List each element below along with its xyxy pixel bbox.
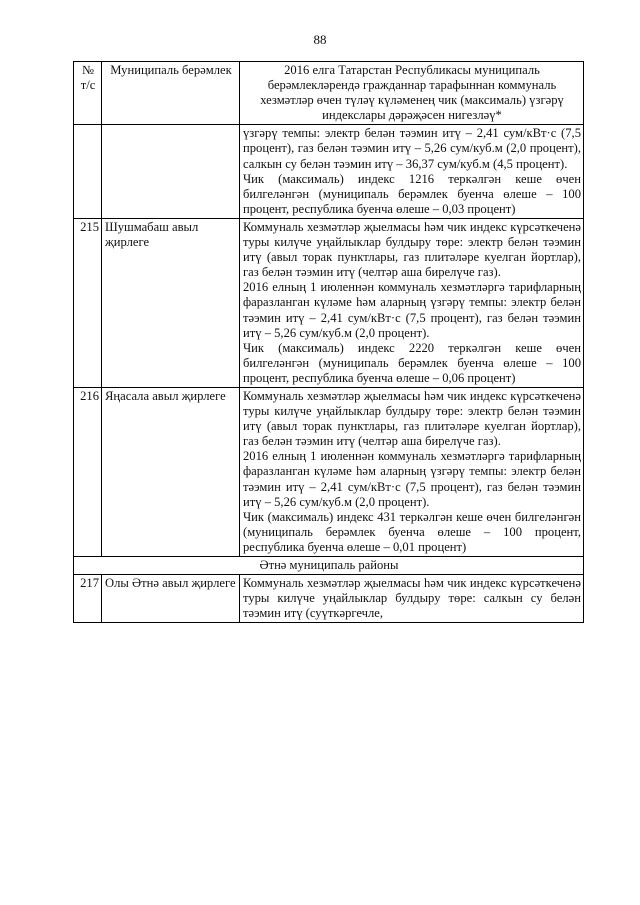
row-description-cell bbox=[240, 387, 584, 556]
description-paragraph: Чик (максималь) индекс 431 теркәлгән кеше өчен билгеләнгән (муниципаль берәмлек буенча өлеше – 100 процент, республика буенча өлеше – 0,01 процент) bbox=[243, 509, 581, 554]
row-number: 217 bbox=[74, 575, 102, 623]
row-municipality: Шушмабаш авыл җирлеге bbox=[102, 218, 240, 387]
header-municipality: Муниципаль берәмлек bbox=[102, 62, 240, 125]
table-row-215 bbox=[74, 218, 584, 387]
page-number: 88 bbox=[313, 32, 327, 47]
description-paragraph: үзгәрү темпы: электр белән тәэмин итү – 2,41 сум/кВт·с (7,5 процент), газ белән тәэмин итү – 5,26 сум/куб.м (2,0 процент), салкын су белән тәэмин итү – 36,37 сум/куб.м (4,5 процент). bbox=[243, 126, 581, 171]
row-municipality-cell bbox=[102, 125, 240, 219]
description-paragraph: Чик (максималь) индекс 1216 теркәлгән кеше өчен билгеләнгән (муниципаль берәмлек буенча өлеше – 100 процент, республика буенча өлеше – 0,03 процент) bbox=[243, 171, 581, 216]
district-heading: Әтнә муниципаль районы bbox=[74, 557, 584, 575]
row-number: 216 bbox=[74, 387, 102, 556]
row-number-cell bbox=[74, 125, 102, 219]
header-number: № т/с bbox=[74, 62, 102, 125]
district-heading-row bbox=[74, 557, 584, 575]
row-number: 215 bbox=[74, 218, 102, 387]
description-paragraph: 2016 елның 1 июленнән коммуналь хезмәтләргә тарифларның фаразланган күләме һәм аларның үзгәрү темпы: электр белән тәэмин итү – 2,41 сум/кВт·с (7,5 процент), газ белән тәэмин итү – 5,26 сум/куб.м (2,0 процент). bbox=[243, 449, 581, 509]
description-paragraph: 2016 елның 1 июленнән коммуналь хезмәтләргә тарифларның фаразланган күләме һәм аларның үзгәрү темпы: электр белән тәэмин итү – 2,41 сум/кВт·с (7,5 процент), газ белән тәэмин итү – 5,26 сум/куб.м (2,0 процент). bbox=[243, 280, 581, 340]
table-row-continuation bbox=[74, 125, 584, 219]
description-paragraph: Коммуналь хезмәтләр җыелмасы һәм чик индекс күрсәткеченә туры килүче уңайлыклар булдыру төре: салкын су белән тәэмин итү (суүткәргечле, bbox=[243, 576, 581, 621]
row-municipality: Олы Әтнә авыл җирлеге bbox=[102, 575, 240, 623]
municipal-index-table bbox=[73, 61, 584, 623]
table-row-217 bbox=[74, 575, 584, 623]
description-paragraph: Коммуналь хезмәтләр җыелмасы һәм чик индекс күрсәткеченә туры килүче уңайлыклар булдыру төре: электр белән тәэмин итү (авыл торак пунктлары, газ плитәләре куелган йортлар), газ белән тәэмин итү (челтәр аша бирелүче газ). bbox=[243, 388, 581, 449]
table-header-row bbox=[74, 62, 584, 125]
row-description-cell bbox=[240, 125, 584, 219]
table-row-216 bbox=[74, 387, 584, 556]
row-description-cell bbox=[240, 575, 584, 623]
row-description-cell bbox=[240, 218, 584, 387]
header-description: 2016 елга Татарстан Республикасы муниципаль берәмлекләрендә гражданнар тарафыннан коммуналь хезмәтләр өчен түләү күләменең чик (максималь) үзгәрү индекслары дәрәҗәсен нигезләү* bbox=[240, 62, 584, 125]
description-paragraph: Чик (максималь) индекс 2220 теркәлгән кеше өчен билгеләнгән (муниципаль берәмлек буенча өлеше – 100 процент, республика буенча өлеше – 0,06 процент) bbox=[243, 340, 581, 385]
description-paragraph: Коммуналь хезмәтләр җыелмасы һәм чик индекс күрсәткеченә туры килүче уңайлыклар булдыру төре: электр белән тәэмин итү (авыл торак пунктлары, газ плитәләре куелган йортлар), газ белән тәэмин итү (челтәр аша бирелүче газ). bbox=[243, 219, 581, 280]
row-municipality: Яңасала авыл җирлеге bbox=[102, 387, 240, 556]
